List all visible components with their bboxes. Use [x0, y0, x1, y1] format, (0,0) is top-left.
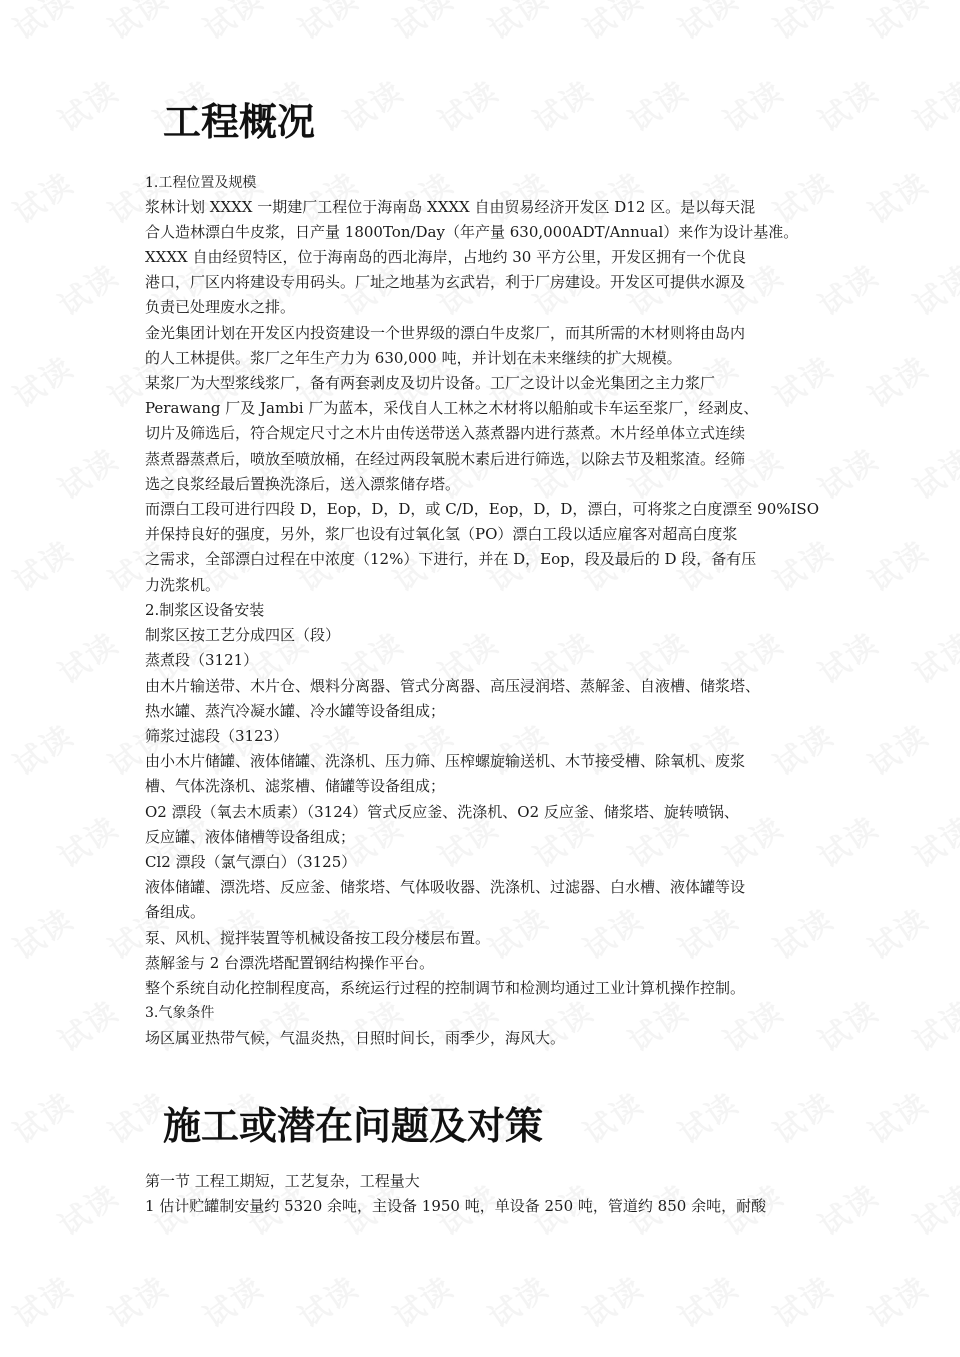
- watermark-text: [808, 620, 886, 693]
- text-line: 浆林计划 XXXX 一期建厂工程位于海南岛 XXXX 自由贸易经济开发区 D12 区。是以每天混: [145, 198, 756, 216]
- watermark-text: [668, 0, 746, 48]
- watermark-text: [808, 68, 886, 141]
- text-line: 而漂白工段可进行四段 D，Eop，D，D，或 C/D，Eop，D，D，漂白，可将浆之白度漂至 90%ISO: [145, 500, 819, 518]
- watermark-text: [143, 988, 221, 1061]
- text-line: 备组成。: [145, 903, 206, 921]
- watermark-text: [48, 436, 126, 509]
- watermark-text: [763, 1080, 841, 1153]
- watermark-text: [288, 160, 366, 233]
- watermark-text: [48, 68, 126, 141]
- watermark-text: [193, 1264, 271, 1337]
- text-line: 的人工林提供。浆厂之年生产力为 630,000 吨，并计划在未来继续的扩大规模。: [145, 349, 682, 367]
- watermark-text: [858, 896, 936, 969]
- subheading-line: 1.工程位置及规模: [145, 175, 257, 191]
- watermark-text: [98, 160, 176, 233]
- watermark-text: [333, 436, 411, 509]
- watermark-text: [808, 436, 886, 509]
- watermark-text: [478, 160, 556, 233]
- text-line: 港口，厂区内将建设专用码头。厂址之地基为玄武岩，利于厂房建设。开发区可提供水源及: [145, 273, 746, 291]
- watermark-text: [618, 436, 696, 509]
- watermark-text: [763, 528, 841, 601]
- watermark-text: [523, 988, 601, 1061]
- text-line: 1 估计贮罐制安量约 5320 余吨，主设备 1950 吨，单设备 250 吨，管道约 850 余吨，耐酸: [145, 1197, 767, 1215]
- watermark-text: [713, 436, 791, 509]
- watermark-text: [98, 712, 176, 785]
- watermark-text: [193, 0, 271, 48]
- text-line: 泵、风机、搅拌装置等机械设备按工段分楼层布置。: [145, 929, 491, 947]
- text-line: 反应罐、液体储槽等设备组成；: [145, 828, 356, 846]
- text-line: 液体储罐、漂洗塔、反应釜、储浆塔、气体吸收器、洗涤机、过滤器、白水槽、液体罐等设: [145, 878, 746, 896]
- watermark-text: [858, 0, 936, 48]
- watermark-text: [3, 344, 81, 417]
- watermark-text: [618, 68, 696, 141]
- text-line: 筛浆过滤段（3123）: [145, 727, 289, 745]
- watermark-text: [858, 712, 936, 785]
- watermark-text: [763, 344, 841, 417]
- watermark-text: [523, 68, 601, 141]
- watermark-text: [903, 988, 960, 1061]
- watermark-text: [98, 0, 176, 48]
- watermark-text: [903, 436, 960, 509]
- watermark-text: [383, 160, 461, 233]
- subheading-line: 3.气象条件: [145, 1005, 215, 1021]
- text-line: 某浆厂为大型浆线浆厂，备有两套剥皮及切片设备。工厂之设计以金光集团之主力浆厂: [145, 374, 716, 392]
- watermark-text: [98, 1264, 176, 1337]
- text-line: 由木片输送带、木片仓、煨料分离器、管式分离器、高压浸润塔、蒸解釜、自液槽、储浆塔、: [145, 677, 761, 695]
- text-line: 制浆区按工艺分成四区（段）: [145, 626, 341, 644]
- watermark-text: [903, 252, 960, 325]
- watermark-text: [48, 804, 126, 877]
- watermark-text: [668, 896, 746, 969]
- watermark-text: [383, 712, 461, 785]
- watermark-text: [3, 896, 81, 969]
- text-line: 2.制浆区设备安装: [145, 601, 265, 619]
- text-line: 蒸煮段（3121）: [145, 651, 259, 669]
- text-line: 槽、气体洗涤机、滤浆槽、储罐等设备组成；: [145, 777, 446, 795]
- watermark-text: [573, 0, 651, 48]
- watermark-text: [3, 160, 81, 233]
- watermark-text: [238, 988, 316, 1061]
- watermark-text: [668, 712, 746, 785]
- watermark-text: [763, 1264, 841, 1337]
- watermark-text: [478, 712, 556, 785]
- watermark-text: [238, 436, 316, 509]
- text-line: XXXX 自由经贸特区，位于海南岛的西北海岸，占地约 30 平方公里，开发区拥有一个优良: [145, 248, 747, 266]
- text-line: 由小木片储罐、液体储罐、洗涤机、压力筛、压榨螺旋输送机、木节接受槽、除氧机、废浆: [145, 752, 746, 770]
- watermark-text: [858, 1080, 936, 1153]
- watermark-text: [763, 712, 841, 785]
- watermark-text: [143, 436, 221, 509]
- watermark-text: [618, 988, 696, 1061]
- watermark-text: [858, 160, 936, 233]
- watermark-text: [573, 160, 651, 233]
- text-line: 整个系统自动化控制程度高，系统运行过程的控制调节和检测均通过工业计算机操作控制。: [145, 979, 746, 997]
- watermark-text: [333, 68, 411, 141]
- watermark-text: [903, 620, 960, 693]
- watermark-text: [763, 160, 841, 233]
- text-line: O2 漂段（氧去木质素）（3124）管式反应釜、洗涤机、O2 反应釜、储浆塔、旋转喷锅、: [145, 803, 739, 821]
- text-line: 蒸煮器蒸煮后，喷放至喷放桶，在经过两段氧脱木素后进行筛选，以除去节及粗浆渣。经筛: [145, 450, 746, 468]
- watermark-text: [288, 1264, 366, 1337]
- text-line: Perawang 厂及 Jambi 厂为蓝本，采伐自人工林之木材将以船舶或卡车运至浆厂，经剥皮、: [145, 399, 759, 417]
- watermark-text: [808, 252, 886, 325]
- watermark-text: [808, 804, 886, 877]
- watermark-text: [3, 1264, 81, 1337]
- text-line: 蒸解釜与 2 台漂洗塔配置钢结构操作平台。: [145, 954, 435, 972]
- text-line: 场区属亚热带气候，气温炎热，日照时间长，雨季少，海风大。: [145, 1029, 566, 1047]
- watermark-text: [3, 712, 81, 785]
- watermark-text: [383, 1264, 461, 1337]
- watermark-text: [523, 436, 601, 509]
- watermark-text: [193, 712, 271, 785]
- watermark-text: [288, 0, 366, 48]
- text-line: 之需求，全部漂白过程在中浓度（12%）下进行，并在 D，Eop，段及最后的 D 段，备有压: [145, 550, 757, 568]
- watermark-text: [713, 68, 791, 141]
- watermark-text: [478, 0, 556, 48]
- watermark-text: [573, 712, 651, 785]
- watermark-text: [713, 988, 791, 1061]
- watermark-text: [858, 344, 936, 417]
- text-line: 合人造林漂白牛皮浆，日产量 1800Ton/Day（年产量 630,000ADT/Annual）来作为设计基准。: [145, 223, 799, 241]
- watermark-text: [193, 160, 271, 233]
- text-line: 切片及筛选后，符合规定尺寸之木片由传送带送入蒸煮器内进行蒸煮。木片经单体立式连续: [145, 424, 746, 442]
- watermark-text: [48, 620, 126, 693]
- watermark-text: [573, 1264, 651, 1337]
- section-title: 施工或潜在问题及对策: [163, 1103, 544, 1148]
- text-line: Cl2 漂段（氯气漂白）（3125）: [145, 853, 357, 871]
- watermark-text: [573, 896, 651, 969]
- watermark-text: [3, 528, 81, 601]
- watermark-text: [903, 804, 960, 877]
- watermark-text: [763, 0, 841, 48]
- watermark-text: [808, 1172, 886, 1245]
- watermark-text: [3, 0, 81, 48]
- text-line: 负责已处理废水之排。: [145, 298, 296, 316]
- watermark-text: [333, 988, 411, 1061]
- watermark-text: [668, 160, 746, 233]
- text-line: 选之良浆经最后置换洗涤后，送入漂浆储存塔。: [145, 475, 461, 493]
- text-line: 并保持良好的强度，另外，浆厂也设有过氧化氢（PO）漂白工段以适应雇客对超高白度浆: [145, 525, 738, 543]
- watermark-text: [3, 1080, 81, 1153]
- watermark-text: [428, 436, 506, 509]
- text-line: 金光集团计划在开发区内投资建设一个世界级的漂白牛皮浆厂，而其所需的木材则将由岛内: [145, 324, 746, 342]
- text-line: 力洗浆机。: [145, 576, 221, 594]
- watermark-text: [668, 1264, 746, 1337]
- watermark-text: [428, 988, 506, 1061]
- watermark-text: [48, 1172, 126, 1245]
- watermark-text: [808, 988, 886, 1061]
- watermark-text: [48, 252, 126, 325]
- watermark-text: [428, 68, 506, 141]
- watermark-text: [763, 896, 841, 969]
- watermark-text: [383, 0, 461, 48]
- watermark-text: [858, 1264, 936, 1337]
- watermark-text: [48, 988, 126, 1061]
- text-line: 热水罐、蒸汽冷凝水罐、冷水罐等设备组成；: [145, 702, 446, 720]
- watermark-text: [668, 1080, 746, 1153]
- watermark-text: [858, 528, 936, 601]
- watermark-text: [573, 1080, 651, 1153]
- watermark-text: [478, 1264, 556, 1337]
- watermark-text: [903, 68, 960, 141]
- watermark-text: [288, 712, 366, 785]
- watermark-text: [903, 1172, 960, 1245]
- text-line: 第一节 工程工期短，工艺复杂，工程量大: [145, 1172, 420, 1190]
- section-title: 工程概况: [163, 99, 316, 144]
